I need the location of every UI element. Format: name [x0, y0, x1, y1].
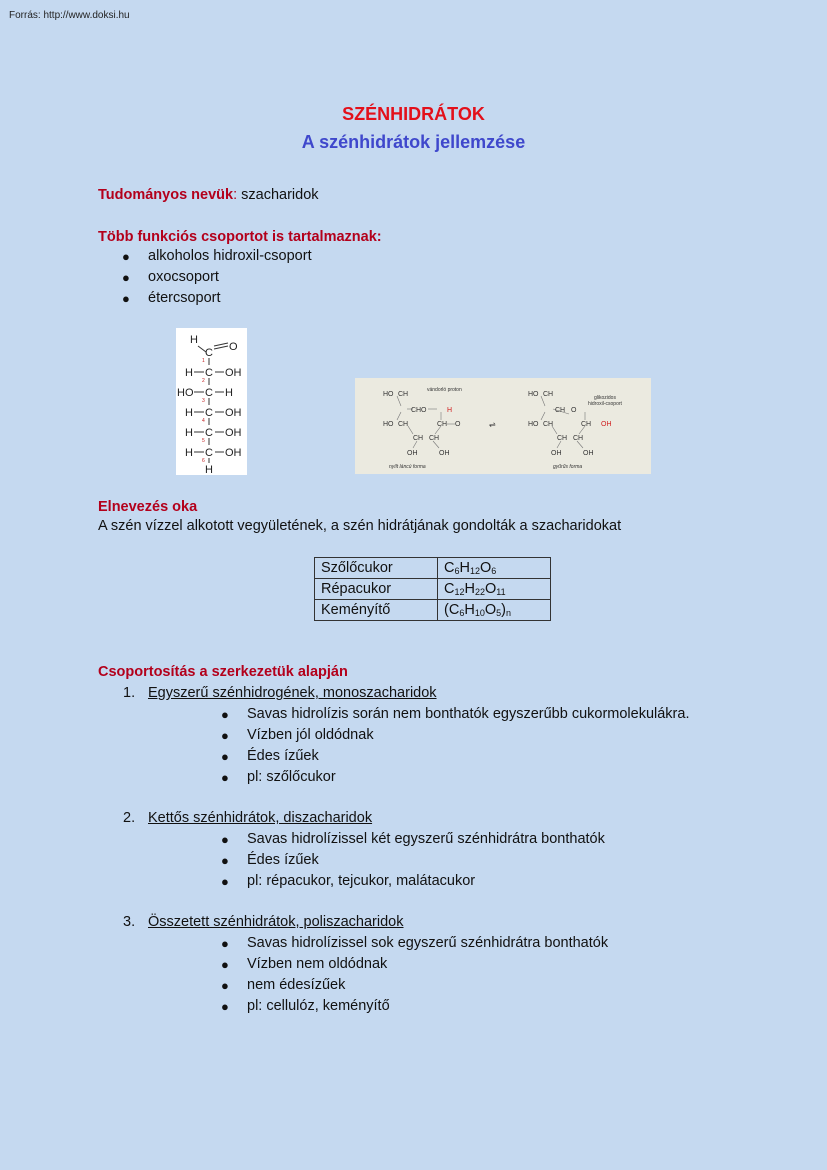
source-line: Forrás: http://www.doksi.hu: [9, 10, 130, 21]
atom-label: H: [225, 387, 233, 399]
svg-text:CH: CH: [437, 421, 448, 428]
bullet-icon: ●: [221, 957, 229, 972]
bullet-icon: ●: [221, 832, 229, 847]
atom-label: H: [190, 334, 198, 346]
svg-text:CH: CH: [573, 435, 584, 442]
list-item: ● alkoholos hidroxil-csoport: [148, 246, 312, 267]
svg-text:O: O: [571, 407, 577, 414]
bullet-icon: ●: [221, 749, 229, 764]
atom-label: H: [185, 427, 193, 439]
atom-label: C: [205, 347, 213, 359]
svg-text:hidroxil-csoport: hidroxil-csoport: [588, 401, 622, 407]
svg-text:HO: HO: [528, 421, 539, 428]
svg-text:CH: CH: [398, 421, 409, 428]
bullet-icon: ●: [221, 770, 229, 785]
atom-label: OH: [225, 447, 242, 459]
svg-text:OH: OH: [601, 421, 612, 428]
svg-text:CH: CH: [398, 391, 409, 398]
naming-heading: Elnevezés oka: [98, 499, 198, 515]
svg-text:O: O: [455, 421, 461, 428]
list-item: ● Vízben jól oldódnak: [247, 725, 374, 746]
svg-text:CH: CH: [543, 391, 554, 398]
svg-text:glikozidos: glikozidos: [594, 395, 616, 401]
svg-text:6: 6: [202, 458, 205, 464]
svg-text:5: 5: [202, 438, 205, 444]
svg-text:CH: CH: [411, 407, 422, 414]
list-item: ● pl: cellulóz, keményítő: [247, 996, 390, 1017]
svg-text:CH: CH: [429, 435, 440, 442]
page-subtitle: A szénhidrátok jellemzése: [301, 132, 526, 152]
svg-text:nyílt láncú forma: nyílt láncú forma: [389, 464, 426, 470]
atom-label: C: [205, 447, 213, 459]
bullet-icon: ●: [221, 999, 229, 1014]
list-item: ● Édes ízűek: [247, 746, 319, 767]
atom-label: C: [205, 387, 213, 399]
atom-label: C: [205, 427, 213, 439]
svg-text:CH: CH: [581, 421, 592, 428]
svg-text:gyűrűs forma: gyűrűs forma: [553, 464, 583, 470]
scientific-name-line: [98, 185, 319, 206]
naming-text: A szén vízzel alkotott vegyületének, a szén hidrátjának gondolták a szacharidokat: [98, 518, 622, 534]
functional-groups-heading: Több funkciós csoportot is tartalmaznak:: [98, 229, 382, 245]
atom-label: OH: [225, 367, 242, 379]
formula-cell: $C_6H_{12}O_6$: [438, 558, 551, 579]
bullet-icon: ●: [122, 291, 130, 306]
svg-text:CH: CH: [555, 407, 566, 414]
svg-text:CH: CH: [543, 421, 554, 428]
atom-label: H: [205, 464, 213, 475]
grouping-heading: Csoportosítás a szerkezetük alapján: [98, 664, 348, 680]
atom-label: H: [185, 447, 193, 459]
bullet-icon: ●: [221, 874, 229, 889]
svg-text:CH: CH: [557, 435, 568, 442]
bullet-icon: ●: [122, 270, 130, 285]
scientific-name-label: Tudományos nevük: [98, 187, 234, 203]
list-item: ● Savas hidrolízis során nem bonthatók egyszerűbb cukormolekulákra.: [247, 704, 689, 725]
svg-text:4: 4: [202, 418, 205, 424]
svg-text:2: 2: [202, 378, 205, 384]
atom-label: O: [229, 341, 238, 353]
scientific-name-colon: :: [233, 187, 238, 203]
svg-text:HO: HO: [528, 391, 539, 398]
svg-text:⇌: ⇌: [489, 420, 496, 429]
svg-text:OH: OH: [407, 450, 418, 457]
bullet-icon: ●: [221, 978, 229, 993]
svg-text:OH: OH: [583, 450, 594, 457]
bullet-icon: ●: [221, 707, 229, 722]
table-row: [315, 579, 551, 600]
list-item: ● pl: szőlőcukor: [247, 767, 336, 788]
formula-cell: $(C_6H_{10}O_5)_n$: [438, 600, 551, 621]
svg-text:HO: HO: [383, 391, 394, 398]
svg-text:1: 1: [202, 358, 205, 364]
list-item: ● Savas hidrolízissel két egyszerű szénhidrátra bonthatók: [247, 829, 605, 850]
svg-text:HO: HO: [383, 421, 394, 428]
table-cell: Keményítő: [315, 600, 438, 621]
table-cell: Szőlőcukor: [315, 558, 438, 579]
group-title: 1. Egyszerű szénhidrogének, monoszacharidok: [123, 685, 437, 701]
group-title: 3. Összetett szénhidrátok, poliszacharidok: [123, 914, 404, 930]
page-title: SZÉNHIDRÁTOK: [342, 104, 485, 124]
svg-text:OH: OH: [551, 450, 562, 457]
atom-label: HO: [177, 387, 194, 399]
list-item: ● Vízben nem oldódnak: [247, 954, 387, 975]
list-item: ● pl: répacukor, tejcukor, malátacukor: [247, 871, 475, 892]
svg-text:O: O: [421, 407, 427, 414]
atom-label: OH: [225, 427, 242, 439]
list-item: ● nem édesízűek: [247, 975, 345, 996]
group-title: 2. Kettős szénhidrátok, diszacharidok: [123, 810, 373, 826]
list-item: ● oxocsoport: [148, 267, 219, 288]
atom-label: H: [185, 367, 193, 379]
table-cell: Répacukor: [315, 579, 438, 600]
ring-formation-figure: [355, 378, 651, 474]
atom-label: H: [185, 407, 193, 419]
svg-text:3: 3: [202, 398, 205, 404]
svg-text:vándorló proton: vándorló proton: [427, 387, 462, 393]
atom-label: C: [205, 407, 213, 419]
bullet-icon: ●: [221, 728, 229, 743]
svg-text:OH: OH: [439, 450, 450, 457]
table-row: [315, 600, 551, 621]
list-item: ● étercsoport: [148, 288, 221, 309]
bullet-icon: ●: [221, 936, 229, 951]
table-row: [315, 558, 551, 579]
svg-text:H: H: [447, 407, 453, 414]
atom-label: C: [205, 367, 213, 379]
list-item: ● Édes ízűek: [247, 850, 319, 871]
list-item: ● Savas hidrolízissel sok egyszerű szénhidrátra bonthatók: [247, 933, 608, 954]
formula-cell: $C_{12}H_{22}O_{11}$: [438, 579, 551, 600]
svg-text:CH: CH: [413, 435, 424, 442]
formula-table: [314, 557, 551, 621]
bullet-icon: ●: [221, 853, 229, 868]
atom-label: OH: [225, 407, 242, 419]
scientific-name-value: szacharidok: [237, 187, 319, 203]
bullet-icon: ●: [122, 249, 130, 264]
glucose-chain-figure: [176, 328, 247, 475]
